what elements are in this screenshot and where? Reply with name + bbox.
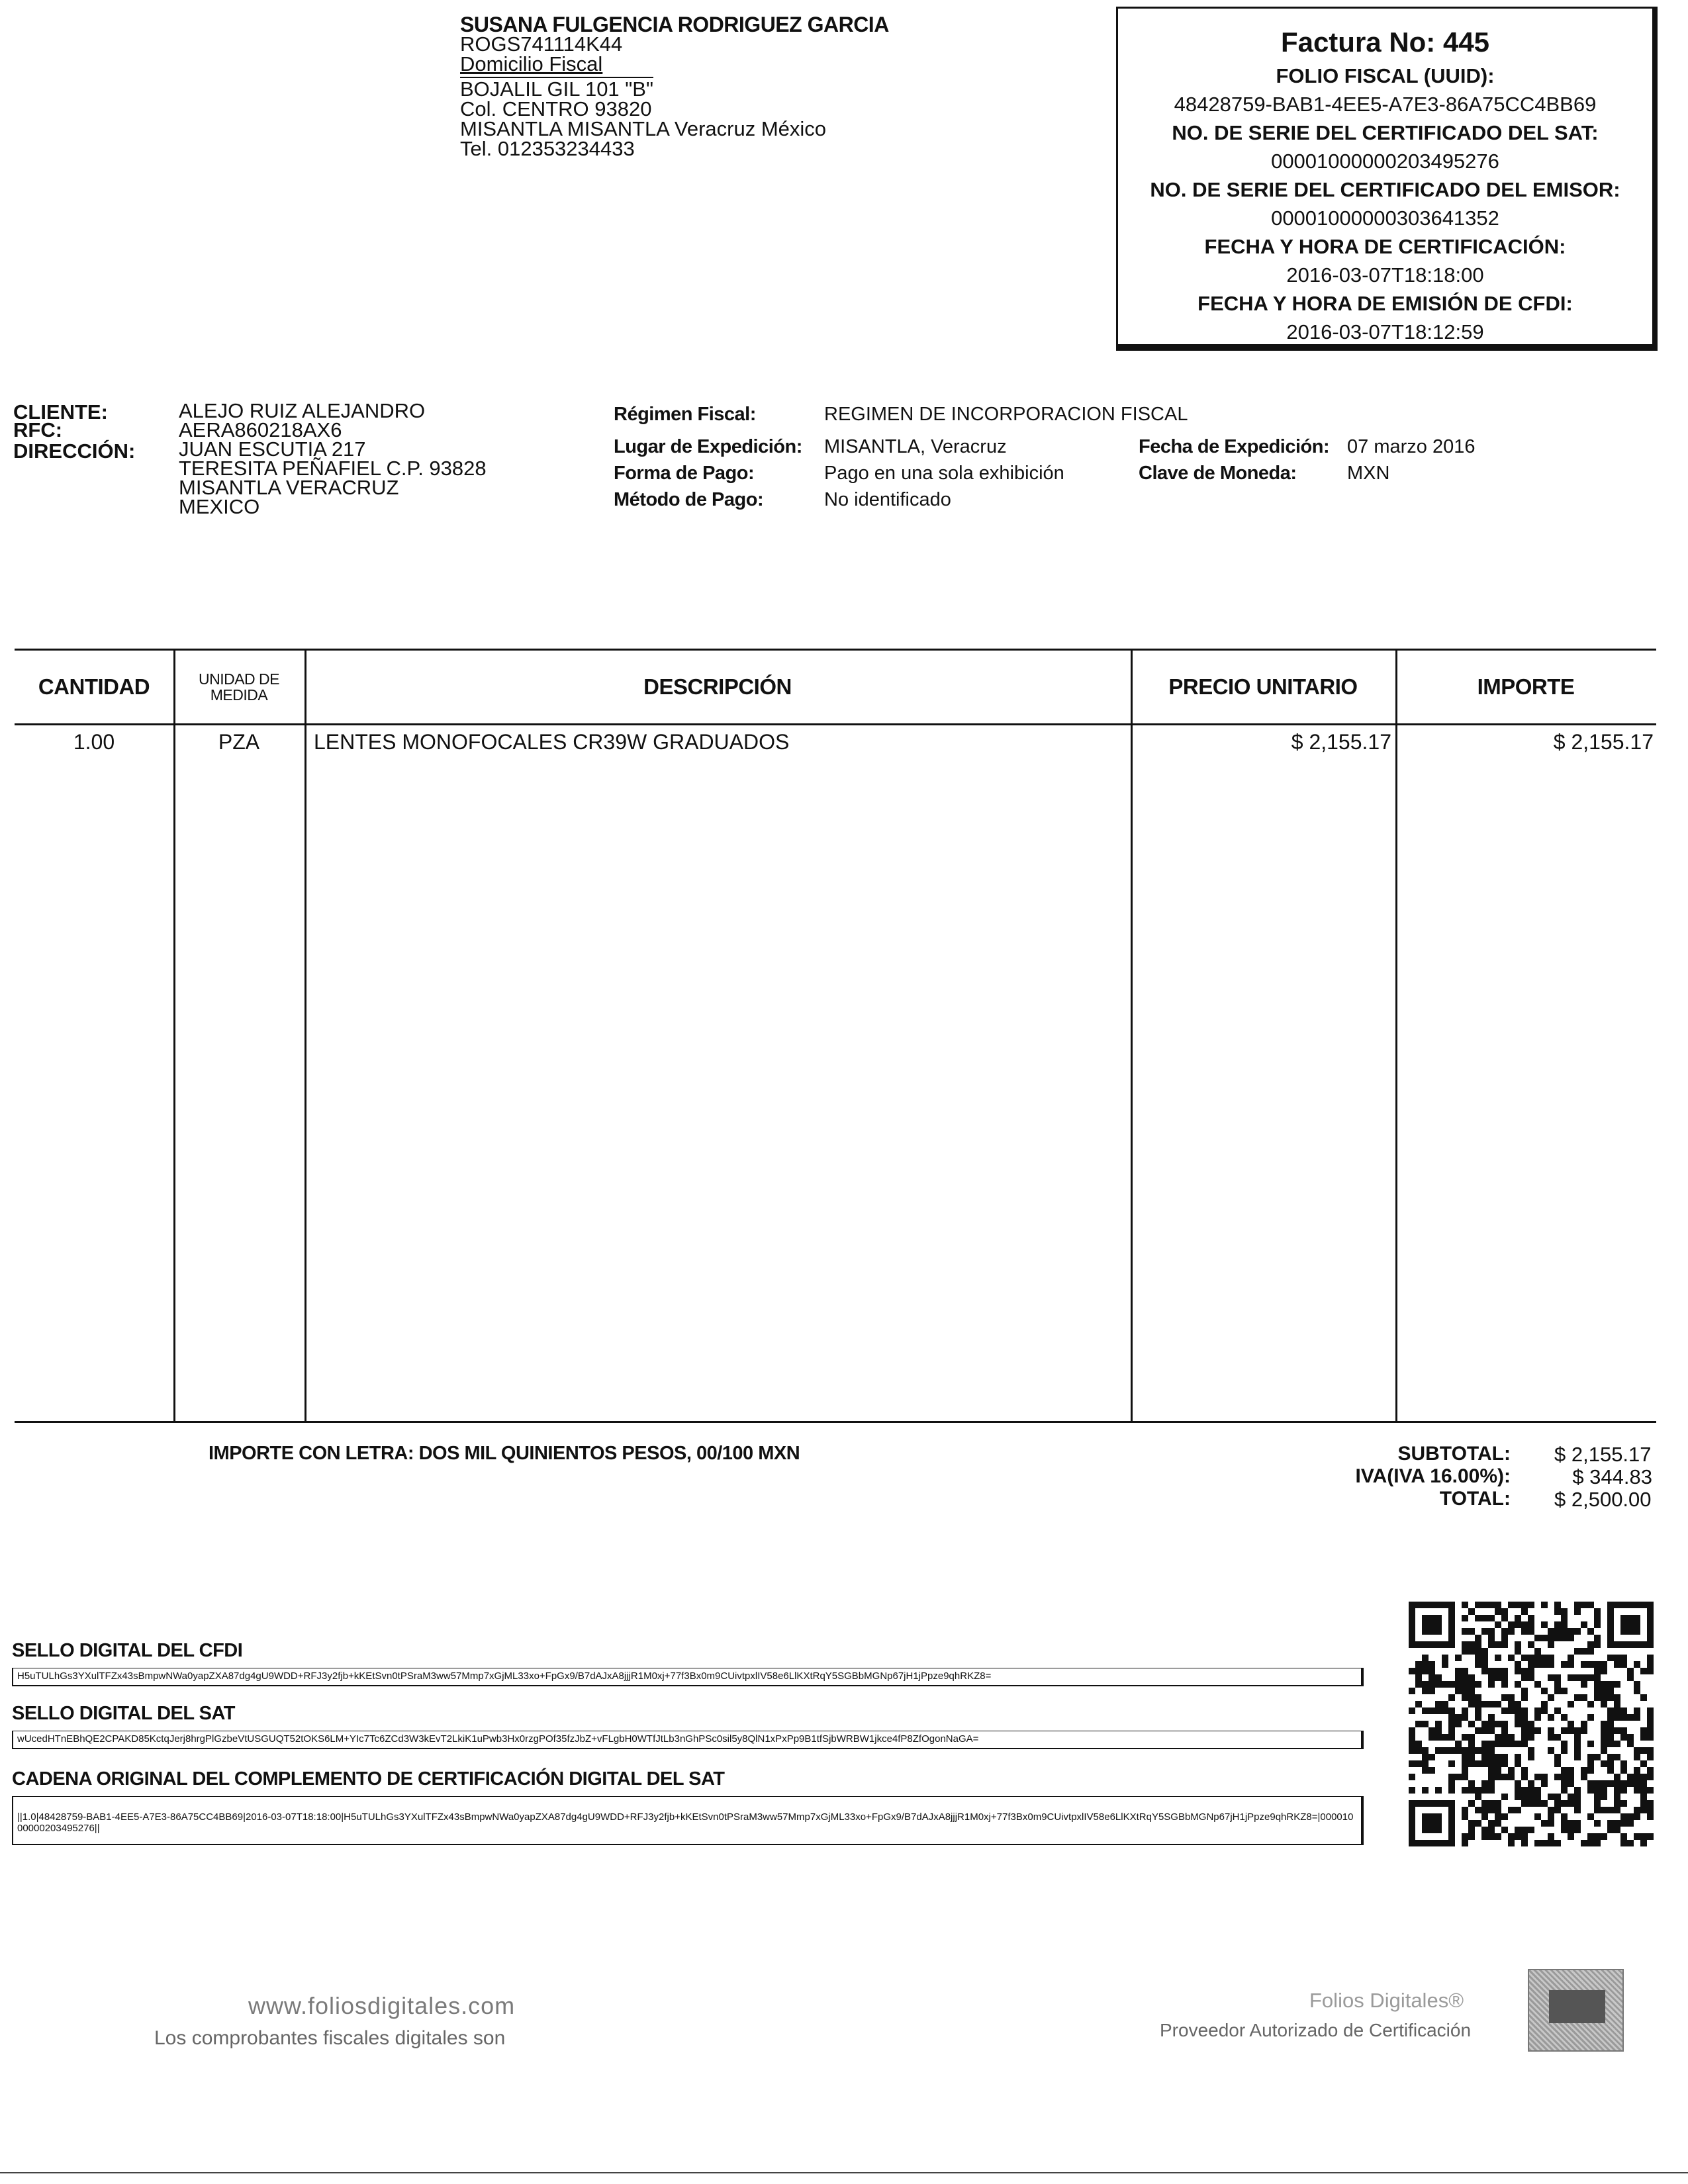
footer-provider: Proveedor Autorizado de Certificación <box>1160 2020 1472 2040</box>
amount-words-value: DOS MIL QUINIENTOS PESOS, 00/100 MXN <box>418 1443 800 1464</box>
sat-seal-label: SELLO DIGITAL DEL SAT <box>12 1703 235 1724</box>
sat-cert-value: 00001000000203495276 <box>1271 150 1499 173</box>
place-value: MISANTLA, Veracruz <box>824 436 1007 457</box>
footer-url: www.foliosdigitales.com <box>248 1992 516 2019</box>
cert-date-value: 2016-03-07T18:18:00 <box>1286 263 1484 287</box>
place-label: Lugar de Expedición: <box>614 436 802 457</box>
client-name: ALEJO RUIZ ALEJANDRO <box>179 399 426 422</box>
regime-label: Régimen Fiscal: <box>614 404 756 425</box>
emitter-rfc: ROGS741114K44 <box>460 32 623 56</box>
footer-brand: Folios Digitales® <box>1309 1989 1464 2012</box>
issue-date-value: 07 marzo 2016 <box>1347 436 1476 457</box>
emission-date-label: FECHA Y HORA DE EMISIÓN DE CFDI: <box>1197 292 1573 315</box>
header-unit-line2: MEDIDA <box>210 686 268 704</box>
client-street: JUAN ESCUTIA 217 <box>179 437 366 461</box>
subtotal-value: $ 2,155.17 <box>1554 1443 1652 1466</box>
row-desc: LENTES MONOFOCALES CR39W GRADUADOS <box>314 730 790 754</box>
uuid-label: FOLIO FISCAL (UUID): <box>1276 64 1495 87</box>
uuid-value: 48428759-BAB1-4EE5-A7E3-86A75CC4BB69 <box>1174 93 1597 116</box>
emitter-phone: Tel. 012353234433 <box>460 137 635 160</box>
header-desc: DESCRIPCIÓN <box>643 674 792 699</box>
issue-date-label: Fecha de Expedición: <box>1139 436 1330 457</box>
footer-text: Los comprobantes fiscales digitales son <box>154 2027 506 2049</box>
row-amount: $ 2,155.17 <box>1553 730 1654 754</box>
items-table <box>15 649 1656 1423</box>
subtotal-label: SUBTOTAL: <box>1397 1443 1511 1465</box>
col-divider-2 <box>305 651 306 1423</box>
client-rfc-label: RFC: <box>13 418 63 441</box>
payment-form-label: Forma de Pago: <box>614 463 755 484</box>
cert-date-label: FECHA Y HORA DE CERTIFICACIÓN: <box>1204 235 1566 258</box>
client-rfc: AERA860218AX6 <box>179 418 342 441</box>
payment-method-label: Método de Pago: <box>614 489 764 510</box>
cfdi-seal-label: SELLO DIGITAL DEL CFDI <box>12 1640 243 1661</box>
row-price: $ 2,155.17 <box>1291 730 1391 754</box>
table-header-divider <box>15 723 1656 725</box>
header-price: PRECIO UNITARIO <box>1168 674 1358 699</box>
client-label: CLIENTE: <box>13 400 108 424</box>
currency-value: MXN <box>1347 463 1390 484</box>
payment-form-value: Pago en una sola exhibición <box>824 463 1064 484</box>
client-country: MEXICO <box>179 495 260 518</box>
total-value: $ 2,500.00 <box>1554 1488 1652 1511</box>
emitter-cert-label: NO. DE SERIE DEL CERTIFICADO DEL EMISOR: <box>1150 178 1620 201</box>
sat-seal-value: wUcedHTnEBhQE2CPAKD85KctqJerj8hrgPlGzbeVtUSGUQT52tOKS6LM+YIc7Tc6ZCd3W3kEvT2LkiK1uPwb3Hx0rzgPOf35fzJbZ+vFLgbH0WTfJtLb3nGhPSc0sil5y8QlN1xPxPp9B1tfSjbWRBW1jkce4fP8ZfOgonNaGA= <box>12 1731 1364 1749</box>
emitter-colony: Col. CENTRO 93820 <box>460 97 652 120</box>
total-label: TOTAL: <box>1439 1488 1511 1510</box>
header-amount: IMPORTE <box>1477 674 1575 699</box>
sat-certification-seal-icon <box>1528 1969 1624 2052</box>
invoice-title: Factura No: 445 <box>1280 26 1490 58</box>
row-qty: 1.00 <box>73 730 115 754</box>
header-unit-line1: UNIDAD DE <box>198 670 279 688</box>
cfdi-seal-value: H5uTULhGs3YXulTFZx43sBmpwNWa0yapZXA87dg4gU9WDD+RFJ3y2fjb+kKEtSvn0tPSraM3ww57Mmp7xGjML33xo+FpGx9/B7dAJxA8jjjR1M0xj+77f3Bx0m9CUivtpxlIV58e6LlKXtRqY5SGBbMGNp67jH1jPpze9qhRKZ8= <box>12 1668 1364 1686</box>
emitter-street: BOJALIL GIL 101 "B" <box>460 77 653 101</box>
qr-code-icon <box>1409 1602 1654 1846</box>
sat-cert-label: NO. DE SERIE DEL CERTIFICADO DEL SAT: <box>1172 121 1599 144</box>
amount-words-label: IMPORTE CON LETRA: <box>209 1443 414 1464</box>
row-unit: PZA <box>218 730 260 754</box>
emitter-name: SUSANA FULGENCIA RODRIGUEZ GARCIA <box>460 13 889 36</box>
client-city: MISANTLA VERACRUZ <box>179 476 399 499</box>
emitter-block <box>460 15 1056 159</box>
col-divider-4 <box>1395 651 1397 1423</box>
payment-method-value: No identificado <box>824 489 951 510</box>
client-address-label: DIRECCIÓN: <box>13 439 136 463</box>
header-unit <box>173 651 305 723</box>
emitter-fiscal-label: Domicilio Fiscal <box>460 52 603 75</box>
chain-label: CADENA ORIGINAL DEL COMPLEMENTO DE CERTIFICACIÓN DIGITAL DEL SAT <box>12 1768 725 1790</box>
invoice-header-box <box>1116 7 1658 351</box>
amount-in-words <box>209 1443 800 1465</box>
emitter-cert-value: 00001000000303641352 <box>1271 206 1499 230</box>
chain-value: ||1.0|48428759-BAB1-4EE5-A7E3-86A75CC4BB69|2016-03-07T18:18:00|H5uTULhGs3YXulTFZx43sBmpwNWa0yapZXA87dg4gU9WDD+RFJ3y2fjb+kKEtSvn0tPSraM3ww57Mmp7xGjML33xo+FpGx9/B7dAJxA8jjjR1M0xj+77f3Bx0m9CUivtpxlIV58e6LlKXtRqY5SGBbMGNp67jH1jPpze9qhRKZ8=|00001000000203495276|| <box>12 1796 1364 1845</box>
col-divider-1 <box>173 651 175 1423</box>
col-divider-3 <box>1131 651 1133 1423</box>
emitter-city: MISANTLA MISANTLA Veracruz México <box>460 117 827 140</box>
iva-label: IVA(IVA 16.00%): <box>1355 1465 1511 1487</box>
client-colony: TERESITA PEÑAFIEL C.P. 93828 <box>179 457 487 480</box>
emission-date-value: 2016-03-07T18:12:59 <box>1286 320 1484 343</box>
regime-value: REGIMEN DE INCORPORACION FISCAL <box>824 404 1188 425</box>
bottom-rule <box>0 2172 1688 2173</box>
client-block <box>179 401 487 516</box>
header-qty: CANTIDAD <box>38 674 150 699</box>
currency-label: Clave de Moneda: <box>1139 463 1297 484</box>
iva-value: $ 344.83 <box>1572 1465 1652 1488</box>
